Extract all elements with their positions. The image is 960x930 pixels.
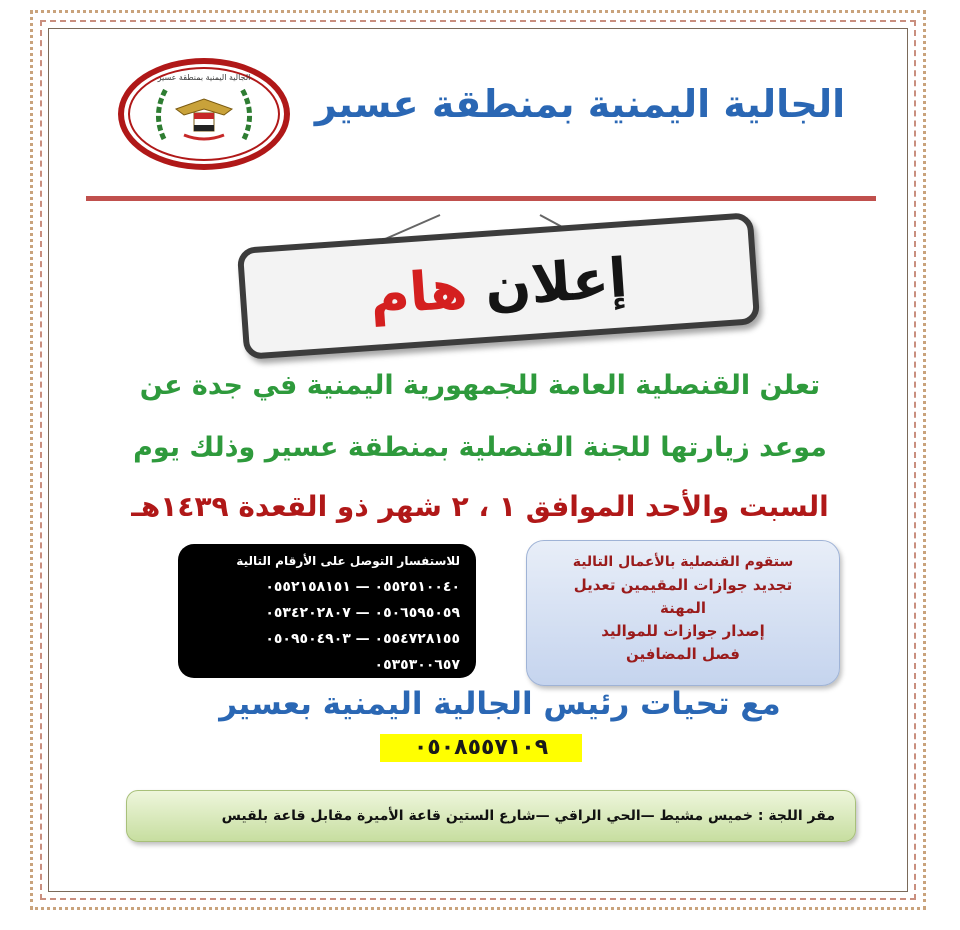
greeting-line: مع تحيات رئيس الجالية اليمنية بعسير: [219, 686, 781, 722]
seal-text: الجالية اليمنية بمنطقة عسير: [157, 73, 251, 82]
contact-line: ٠٥٣٥٣٠٠٦٥٧: [374, 657, 460, 673]
contact-line: ٠٥٥٢٥١٠٠٤٠ — ٠٥٥٢١٥٨١٥١: [265, 579, 460, 595]
phone-number-highlight: ٠٥٠٨٥٥٧١٠٩: [380, 734, 582, 762]
service-item: فصل المضافين: [626, 645, 740, 663]
service-item: إصدار جوازات للمواليد: [601, 622, 765, 640]
contact-heading: للاستفسار التوصل على الأرقام التالية: [236, 554, 460, 568]
contact-line: ٠٥٠٦٥٩٥٠٥٩ — ٠٥٣٤٢٠٢٨٠٧: [265, 605, 460, 621]
contact-numbers-box: [178, 544, 476, 678]
announcement-sign: [230, 210, 770, 340]
contact-line: ٠٥٥٤٧٢٨١٥٥ — ٠٥٠٩٥٠٤٩٠٣: [265, 631, 460, 647]
committee-address-box: [126, 790, 856, 842]
emblem-seal-icon: [118, 58, 290, 170]
sign-word-important: هام: [367, 256, 470, 327]
sign-word-announcement: إعلان: [482, 245, 630, 319]
service-item: تجديد جوازات المقيمين تعديل: [573, 576, 793, 594]
announcement-line-2: موعد زيارتها للجنة القنصلية بمنطقة عسير وذلك يوم: [133, 432, 827, 463]
announcement-line-3: السبت والأحد الموافق ١ ، ٢ شهر ذو القعدة ١٤٣٩هـ: [131, 490, 829, 523]
page-title: الجالية اليمنية بمنطقة عسير: [314, 82, 846, 126]
announcement-line-1: تعلن القنصلية العامة للجمهورية اليمنية في جدة عن: [139, 370, 821, 401]
address-text: مقر اللجة : خميس مشيط —الحي الراقي —شارع الستين قاعة الأميرة مقابل قاعة بلقيس: [221, 808, 835, 824]
service-item: المهنة: [660, 599, 706, 617]
services-heading: ستقوم القنصلية بالأعمال التالية: [572, 554, 794, 570]
consulate-services-box: [526, 540, 840, 686]
title-divider: [86, 196, 876, 201]
